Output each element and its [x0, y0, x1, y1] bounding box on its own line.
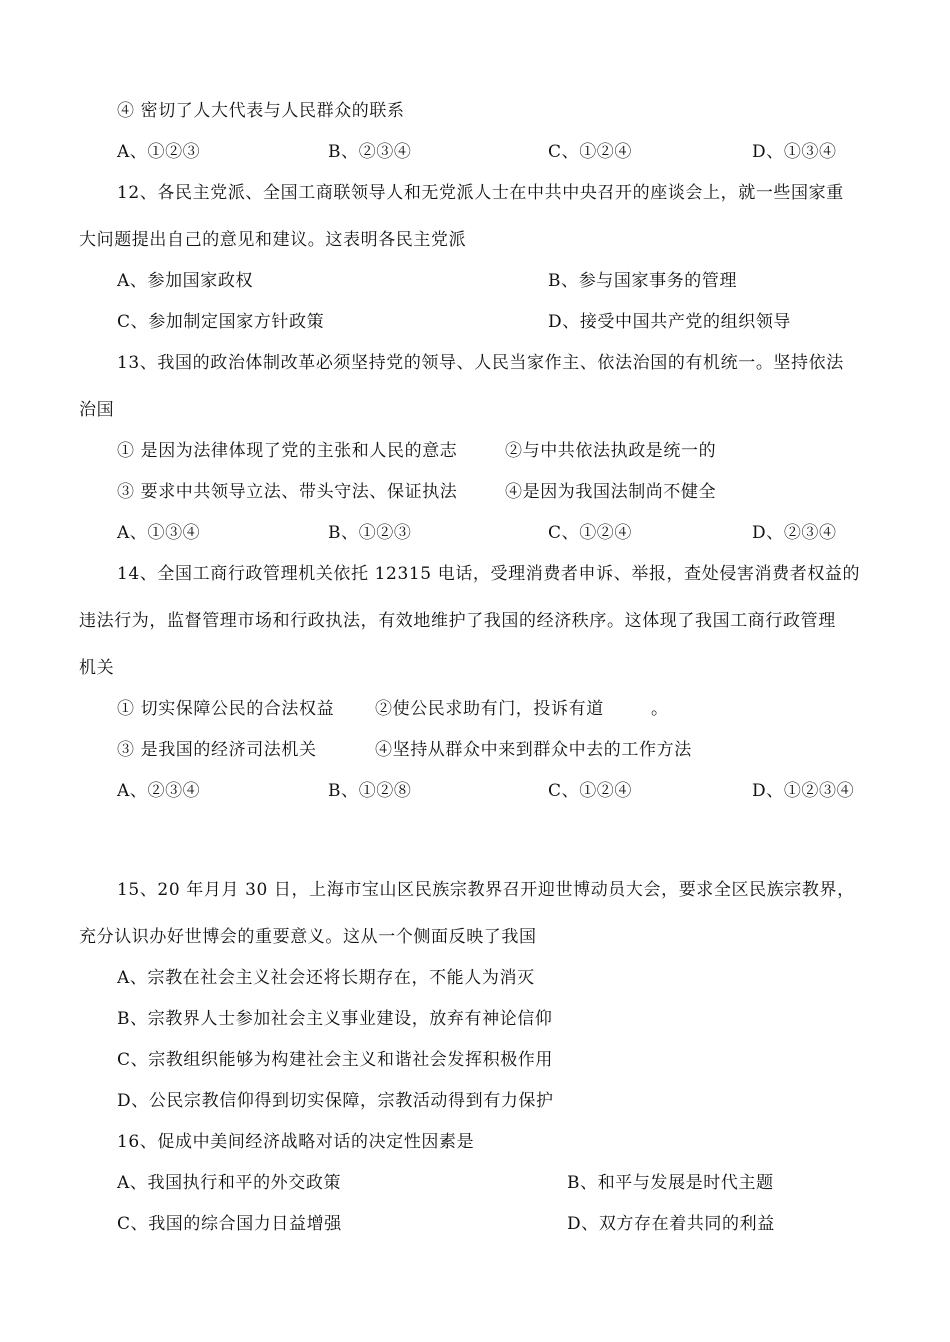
q11-option-c: C、①②④ — [548, 142, 633, 162]
q14-item-3: ③ 是我国的经济司法机关 — [117, 740, 317, 760]
q14-stray-mark: 。 — [651, 699, 669, 719]
q13-option-b: B、①②③ — [328, 523, 412, 543]
q13-item-1: ① 是因为法律体现了党的主张和人民的意志 — [117, 441, 458, 461]
q13-stem-line-1: 13、我国的政治体制改革必须坚持党的领导、人民当家作主、依法治国的有机统一。坚持依法 — [117, 353, 844, 373]
q13-item-4: ④是因为我国法制尚不健全 — [505, 482, 717, 502]
q15-option-a: A、宗教在社会主义社会还将长期存在，不能人为消灭 — [117, 968, 535, 988]
q13-item-2: ②与中共依法执政是统一的 — [505, 441, 717, 461]
q14-option-c: C、①②④ — [548, 781, 633, 801]
q12-option-b: B、参与国家事务的管理 — [548, 271, 738, 291]
q15-option-b: B、宗教界人士参加社会主义事业建设，放弃有神论信仰 — [117, 1009, 553, 1029]
q13-stem-line-2: 治国 — [79, 400, 115, 420]
q11-item-4: ④ 密切了人大代表与人民群众的联系 — [117, 101, 405, 121]
q14-option-b: B、①②⑧ — [328, 781, 412, 801]
q13-item-3: ③ 要求中共领导立法、带头守法、保证执法 — [117, 482, 458, 502]
q14-option-a: A、②③④ — [117, 781, 201, 801]
q12-option-d: D、接受中国共产党的组织领导 — [548, 312, 792, 332]
q11-option-b: B、②③④ — [328, 142, 412, 162]
q12-option-c: C、参加制定国家方针政策 — [117, 312, 325, 332]
q14-item-2: ②使公民求助有门，投诉有道 — [375, 699, 604, 719]
q11-option-d: D、①③④ — [752, 142, 837, 162]
q14-item-1: ① 切实保障公民的合法权益 — [117, 699, 335, 719]
q13-option-d: D、②③④ — [752, 523, 837, 543]
q14-item-4: ④坚持从群众中来到群众中去的工作方法 — [375, 740, 692, 760]
q15-option-d: D、公民宗教信仰得到切实保障，宗教活动得到有力保护 — [117, 1091, 554, 1111]
q13-option-c: C、①②④ — [548, 523, 633, 543]
q16-stem-line-1: 16、促成中美间经济战略对话的决定性因素是 — [117, 1132, 475, 1152]
q16-option-a: A、我国执行和平的外交政策 — [117, 1173, 342, 1193]
q15-stem-line-1: 15、20 年月月 30 日，上海市宝山区民族宗教界召开迎世博动员大会，要求全区民族宗教界， — [117, 880, 855, 900]
q16-option-b: B、和平与发展是时代主题 — [567, 1173, 774, 1193]
q14-stem-line-3: 机关 — [79, 658, 115, 678]
q12-stem-line-2: 大问题提出自己的意见和建议。这表明各民主党派 — [79, 230, 467, 250]
q15-stem-line-2: 充分认识办好世博会的重要意义。这从一个侧面反映了我国 — [79, 927, 537, 947]
q11-option-a: A、①②③ — [117, 142, 201, 162]
q16-option-c: C、我国的综合国力日益增强 — [117, 1214, 342, 1234]
q12-stem-line-1: 12、各民主党派、全国工商联领导人和无党派人士在中共中央召开的座谈会上，就一些国家重 — [117, 183, 844, 203]
q14-option-d: D、①②③④ — [752, 781, 855, 801]
q16-option-d: D、双方存在着共同的利益 — [567, 1214, 775, 1234]
q12-option-a: A、参加国家政权 — [117, 271, 254, 291]
q13-option-a: A、①③④ — [117, 523, 201, 543]
q14-stem-line-2: 违法行为，监督管理市场和行政执法，有效地维护了我国的经济秩序。这体现了我国工商行政管理 — [79, 611, 836, 631]
q15-option-c: C、宗教组织能够为构建社会主义和谐社会发挥积极作用 — [117, 1050, 554, 1070]
q14-stem-line-1: 14、全国工商行政管理机关依托 12315 电话，受理消费者申诉、举报，查处侵害消费者权益的 — [117, 564, 861, 584]
